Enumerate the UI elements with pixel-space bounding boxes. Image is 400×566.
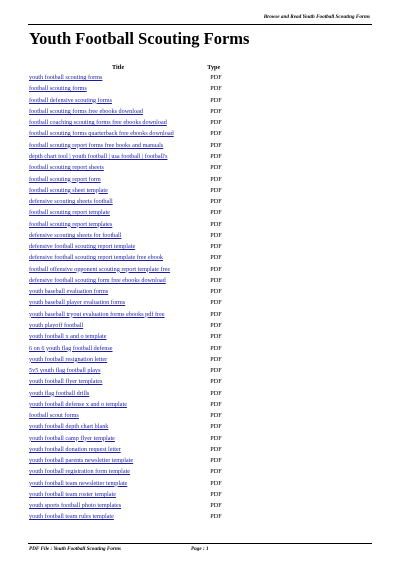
title-cell <box>29 478 207 489</box>
table-row <box>29 264 225 275</box>
table-row <box>29 83 225 94</box>
table-row <box>29 151 225 162</box>
result-link[interactable]: youth football team newsletter template <box>29 479 128 487</box>
table-row <box>29 410 225 421</box>
table-row <box>29 342 225 353</box>
table-row <box>29 95 225 106</box>
title-cell <box>29 185 207 196</box>
result-link[interactable]: youth playoff football <box>29 321 84 329</box>
result-link[interactable]: youth sports football photo templates <box>29 502 122 510</box>
title-cell <box>29 331 207 342</box>
title-cell <box>29 286 207 297</box>
table-row <box>29 162 225 173</box>
result-link[interactable]: youth baseball player evaluation forms <box>29 299 126 307</box>
title-cell <box>29 433 207 444</box>
result-link[interactable]: youth flag football drills <box>29 389 90 397</box>
file-type-cell: PDF <box>210 152 222 160</box>
file-type-cell: PDF <box>210 288 222 296</box>
result-link[interactable]: football coaching scouting forms free ebooks download <box>29 119 167 127</box>
title-cell <box>29 95 207 106</box>
column-header-type: Type <box>207 63 221 71</box>
table-row <box>29 252 225 263</box>
file-type-cell: PDF <box>210 490 222 498</box>
title-cell <box>29 264 207 275</box>
result-link[interactable]: youth baseball evaluation forms <box>29 288 109 296</box>
table-row <box>29 275 225 286</box>
file-type-cell: PDF <box>210 502 222 510</box>
result-link[interactable]: youth football resignation letter <box>29 355 108 363</box>
result-link[interactable]: football scouting report sheets <box>29 164 104 172</box>
title-cell <box>29 275 207 286</box>
table-row <box>29 207 225 218</box>
file-type-cell: PDF <box>210 367 222 375</box>
result-link[interactable]: football scouting forms quarterback free ebooks download <box>29 130 174 138</box>
file-type-cell: PDF <box>210 164 222 172</box>
result-link[interactable]: youth football camp flyer template <box>29 434 115 442</box>
result-link[interactable]: youth football team rules template <box>29 513 114 521</box>
result-link[interactable]: youth football x and o template <box>29 333 107 341</box>
title-cell <box>29 410 207 421</box>
column-header-title: Title <box>112 63 125 71</box>
title-cell <box>29 320 207 331</box>
table-row <box>29 128 225 139</box>
table-row <box>29 185 225 196</box>
title-cell <box>29 72 207 83</box>
table-row <box>29 196 225 207</box>
result-link[interactable]: youth football parents newsletter template <box>29 457 134 465</box>
table-row <box>29 387 225 398</box>
file-type-cell: PDF <box>210 254 222 262</box>
file-type-cell: PDF <box>210 96 222 104</box>
table-row <box>29 241 225 252</box>
table-row <box>29 376 225 387</box>
table-row <box>29 455 225 466</box>
file-type-cell: PDF <box>210 276 222 284</box>
table-row <box>29 354 225 365</box>
file-type-cell: PDF <box>210 243 222 251</box>
table-row <box>29 230 225 241</box>
result-link[interactable]: depth chart tool | youth football | usa football | football's <box>29 152 168 160</box>
title-cell <box>29 241 207 252</box>
result-link[interactable]: defensive scouting sheets for football <box>29 231 122 239</box>
title-cell <box>29 196 207 207</box>
result-link[interactable]: football scouting sheet template <box>29 186 108 194</box>
result-link[interactable]: youth football flyer templates <box>29 378 103 386</box>
file-type-cell: PDF <box>210 231 222 239</box>
table-row <box>29 489 225 500</box>
title-cell <box>29 117 207 128</box>
file-type-cell: PDF <box>210 107 222 115</box>
table-row <box>29 421 225 432</box>
result-link[interactable]: football scouting report forms free books and manuals <box>29 141 164 149</box>
title-cell <box>29 342 207 353</box>
file-type-cell: PDF <box>210 141 222 149</box>
title-cell <box>29 218 207 229</box>
file-type-cell: PDF <box>210 74 222 82</box>
title-cell <box>29 252 207 263</box>
result-link[interactable]: youth football depth chart blank <box>29 423 109 431</box>
result-link[interactable]: youth football donation request letter <box>29 445 121 453</box>
title-cell <box>29 230 207 241</box>
table-row <box>29 500 225 511</box>
file-type-cell: PDF <box>210 85 222 93</box>
table-row <box>29 478 225 489</box>
file-type-cell: PDF <box>210 310 222 318</box>
title-cell <box>29 387 207 398</box>
result-link[interactable]: football scouting report template <box>29 209 110 217</box>
file-type-cell: PDF <box>210 220 222 228</box>
file-type-cell: PDF <box>210 119 222 127</box>
file-type-cell: PDF <box>210 378 222 386</box>
file-type-cell: PDF <box>210 333 222 341</box>
file-type-cell: PDF <box>210 321 222 329</box>
table-header-row <box>29 62 225 72</box>
table-row <box>29 320 225 331</box>
result-link[interactable]: football scouting forms <box>29 85 87 93</box>
file-type-cell: PDF <box>210 186 222 194</box>
file-type-cell: PDF <box>210 423 222 431</box>
footer-file-label: PDF File : Youth Football Scouting Forms <box>29 546 122 552</box>
file-type-cell: PDF <box>210 299 222 307</box>
title-cell <box>29 173 207 184</box>
table-row <box>29 309 225 320</box>
table-row <box>29 218 225 229</box>
header-rule <box>28 24 372 25</box>
table-row <box>29 286 225 297</box>
title-cell <box>29 106 207 117</box>
file-type-cell: PDF <box>210 434 222 442</box>
file-type-cell: PDF <box>210 198 222 206</box>
title-cell <box>29 297 207 308</box>
file-type-cell: PDF <box>210 400 222 408</box>
result-link[interactable]: football offensive opponent scouting report template free <box>29 265 171 273</box>
table-row <box>29 106 225 117</box>
file-type-cell: PDF <box>210 513 222 521</box>
file-type-cell: PDF <box>210 457 222 465</box>
file-type-cell: PDF <box>210 175 222 183</box>
file-type-cell: PDF <box>210 344 222 352</box>
title-cell <box>29 365 207 376</box>
title-cell <box>29 140 207 151</box>
result-link[interactable]: defensive football scouting form free ebooks download <box>29 276 166 284</box>
title-cell <box>29 128 207 139</box>
results-body <box>29 72 225 523</box>
running-header: Browse and Read Youth Football Scouting Forms <box>263 14 370 20</box>
file-type-cell: PDF <box>210 479 222 487</box>
file-type-cell: PDF <box>210 389 222 397</box>
title-cell <box>29 421 207 432</box>
footer-page-number: Page : 1 <box>191 546 209 552</box>
document-title: Youth Football Scouting Forms <box>29 29 250 48</box>
table-row <box>29 331 225 342</box>
table-row <box>29 297 225 308</box>
result-link[interactable]: defensive football scouting report template free ebook <box>29 254 164 262</box>
result-link[interactable]: defensive scouting sheets football <box>29 198 113 206</box>
title-cell <box>29 83 207 94</box>
file-type-cell: PDF <box>210 265 222 273</box>
file-type-cell: PDF <box>210 468 222 476</box>
result-link[interactable]: football scouting report form <box>29 175 101 183</box>
result-link[interactable]: football scout forms <box>29 412 79 420</box>
file-type-cell: PDF <box>210 130 222 138</box>
title-cell <box>29 207 207 218</box>
title-cell <box>29 354 207 365</box>
title-cell <box>29 511 207 522</box>
title-cell <box>29 466 207 477</box>
file-type-cell: PDF <box>210 412 222 420</box>
table-row <box>29 466 225 477</box>
table-row <box>29 399 225 410</box>
result-link[interactable]: youth football scouting forms <box>29 74 103 82</box>
result-link[interactable]: youth football registration form template <box>29 468 131 476</box>
title-cell <box>29 455 207 466</box>
results-table <box>29 62 225 523</box>
table-row <box>29 365 225 376</box>
table-row <box>29 433 225 444</box>
footer-rule <box>28 543 372 544</box>
result-link[interactable]: youth football defense x and o template <box>29 400 127 408</box>
title-cell <box>29 376 207 387</box>
title-cell <box>29 500 207 511</box>
table-row <box>29 72 225 83</box>
result-link[interactable]: football defensive scouting forms <box>29 96 112 104</box>
result-link[interactable]: 5v5 youth flag football plays <box>29 367 101 375</box>
table-row <box>29 117 225 128</box>
title-cell <box>29 162 207 173</box>
table-row <box>29 173 225 184</box>
title-cell <box>29 399 207 410</box>
title-cell <box>29 309 207 320</box>
result-link[interactable]: youth baseball tryout evaluation forms ebooks pdf free <box>29 310 165 318</box>
result-link[interactable]: football scouting report templates <box>29 220 113 228</box>
table-row <box>29 140 225 151</box>
result-link[interactable]: football scouting forms free ebooks download <box>29 107 143 115</box>
file-type-cell: PDF <box>210 209 222 217</box>
result-link[interactable]: 6 on 6 youth flag football defense <box>29 344 113 352</box>
title-cell <box>29 151 207 162</box>
table-row <box>29 444 225 455</box>
result-link[interactable]: youth football team roster template <box>29 490 116 498</box>
title-cell <box>29 444 207 455</box>
file-type-cell: PDF <box>210 445 222 453</box>
table-row <box>29 511 225 522</box>
result-link[interactable]: defensive football scouting report template <box>29 243 136 251</box>
title-cell <box>29 489 207 500</box>
file-type-cell: PDF <box>210 355 222 363</box>
